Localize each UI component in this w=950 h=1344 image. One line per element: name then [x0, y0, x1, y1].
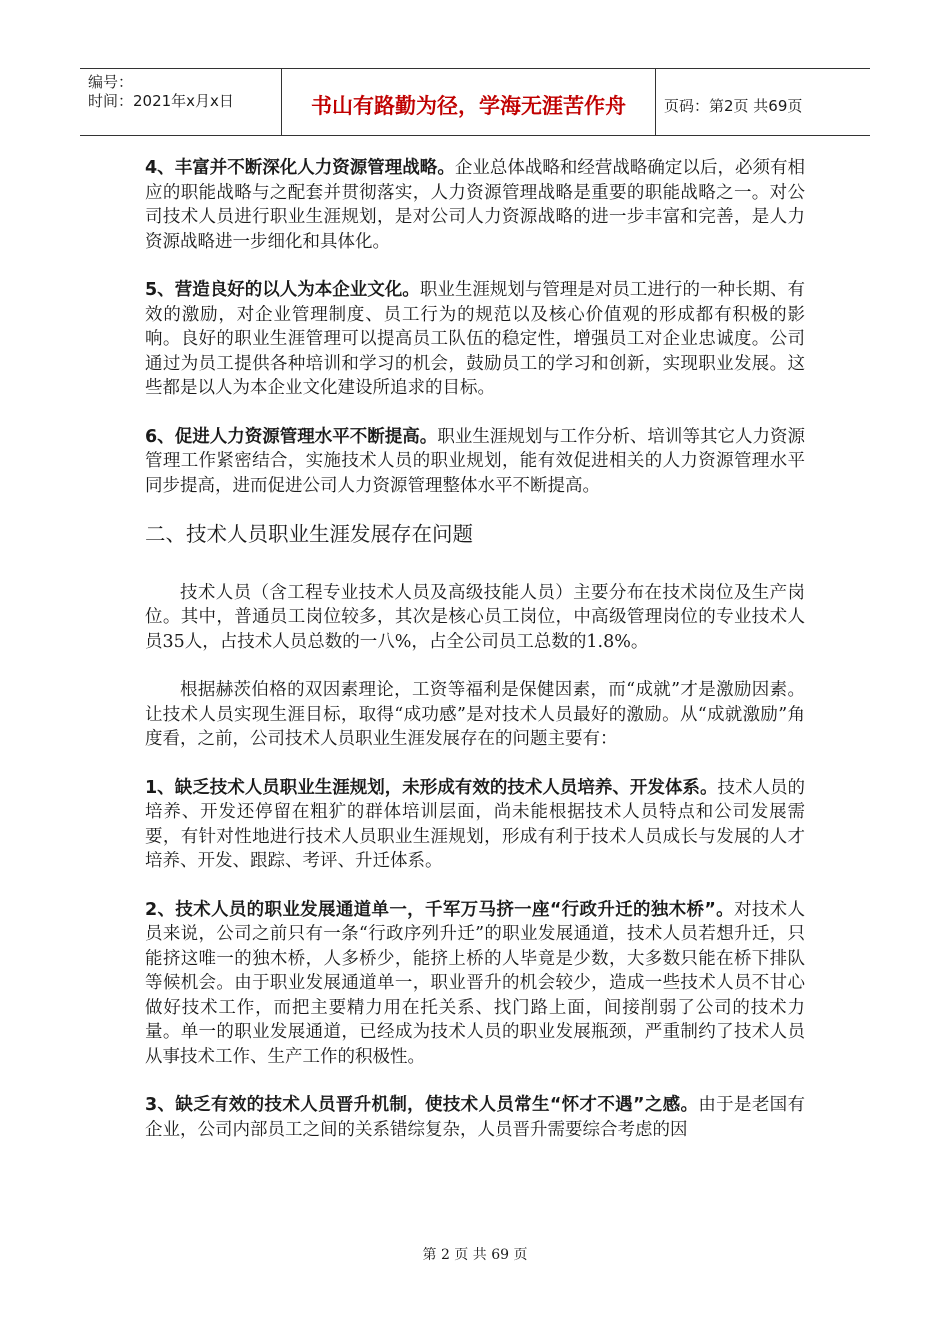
problem-text: 对技术人员来说，公司之前只有一条“行政序列升迁”的职业发展通道，技术人员若想升迁，只能挤这唯一的独木桥，人多桥少，能挤上桥的人毕竟是少数，大多数只能在桥下排队等候机会。由于职业发展通道单一，职业晋升的机会较少，造成一些技术人员不甘心做好技术工作，而把主要精力用在托关系、找门路上面，间接削弱了公司的技术力量。单一的职业发展通道，已经成为技术人员的职业发展瓶颈，严重制约了技术人员从事技术工作、生产工作的积极性。 — [145, 899, 805, 1067]
problem-lead: 2、技术人员的职业发展通道单一，千军万马挤一座“行政升迁的独木桥”。 — [145, 899, 734, 920]
body-paragraph-2: 根据赫茨伯格的双因素理论，工资等福利是保健因素，而“成就”才是激励因素。让技术人员实现生涯目标，取得“成功感”是对技术人员最好的激励。从“成就激励”角度看，之前，公司技术人员职业生涯发展存在的问题主要有： — [145, 680, 805, 749]
page-footer: 第 2 页 共 69 页 — [422, 1247, 528, 1263]
section-title: 二、技术人员职业生涯发展存在问题 — [145, 522, 473, 546]
header-slogan: 书山有路勤为径，学海无涯苦作舟 — [282, 69, 656, 135]
page-header — [80, 68, 870, 136]
problem-text: 由于是老国有企业，公司内部员工之间的关系错综复杂，人员晋升需要综合考虑的因 — [145, 1095, 805, 1140]
paragraph-5 — [145, 278, 805, 401]
paragraph-lead: 4、丰富并不断深化人力资源管理战略。 — [145, 158, 455, 178]
paragraph-text: 职业生涯规划与管理是对员工进行的一种长期、有效的激励，对企业管理制度、员工行为的规范以及核心价值观的形成都有积极的影响。良好的职业生涯管理可以提高员工队伍的稳定性，增强员工对企业忠诚度。公司通过为员工提供各种培训和学习的机会，鼓励员工的学习和创新，实现职业发展。这些都是以人为本企业文化建设所追求的目标。 — [145, 280, 805, 398]
problem-3 — [145, 1093, 805, 1142]
problem-text: 技术人员的培养、开发还停留在粗犷的群体培训层面，尚未能根据技术人员特点和公司发展需要，有针对性地进行技术人员职业生涯规划，形成有利于技术人员成长与发展的人才培养、开发、跟踪、考评、升迁体系。 — [145, 777, 805, 871]
document-number-label: 编号： — [88, 73, 134, 91]
document-time-label: 时间：2021年x月x日 — [88, 92, 234, 110]
paragraph-lead: 6、促进人力资源管理水平不断提高。 — [145, 426, 438, 447]
paragraph-lead: 5、营造良好的以人为本企业文化。 — [145, 280, 420, 300]
problem-2 — [145, 898, 805, 1070]
body-paragraph-1: 技术人员（含工程专业技术人员及高级技能人员）主要分布在技术岗位及生产岗位。其中，普通员工岗位较多，其次是核心员工岗位，中高级管理岗位的专业技术人员35人，占技术人员总数的一八%，占全公司员工总数的1.8%。 — [145, 582, 805, 652]
paragraph-4 — [145, 156, 805, 254]
header-page-info: 页码：第2页 共69页 — [664, 96, 803, 115]
problem-lead: 1、缺乏技术人员职业生涯规划，未形成有效的技术人员培养、开发体系。 — [145, 777, 718, 798]
paragraph-6 — [145, 425, 805, 499]
paragraph-text: 职业生涯规划与工作分析、培训等其它人力资源管理工作紧密结合，实施技术人员的职业规划，能有效促进相关的人力资源管理水平同步提高，进而促进公司人力资源管理整体水平不断提高。 — [145, 426, 805, 496]
problem-lead: 3、缺乏有效的技术人员晋升机制，使技术人员常生“怀才不遇”之感。 — [145, 1095, 699, 1115]
header-meta — [80, 69, 282, 135]
document-body — [145, 156, 805, 1166]
paragraph-text: 企业总体战略和经营战略确定以后，必须有相应的职能战略与之配套并贯彻落实，人力资源管理战略是重要的职能战略之一。对公司技术人员进行职业生涯规划，是对公司人力资源战略的进一步丰富和完善，是人力资源战略进一步细化和具体化。 — [145, 158, 805, 252]
problem-1 — [145, 776, 805, 874]
